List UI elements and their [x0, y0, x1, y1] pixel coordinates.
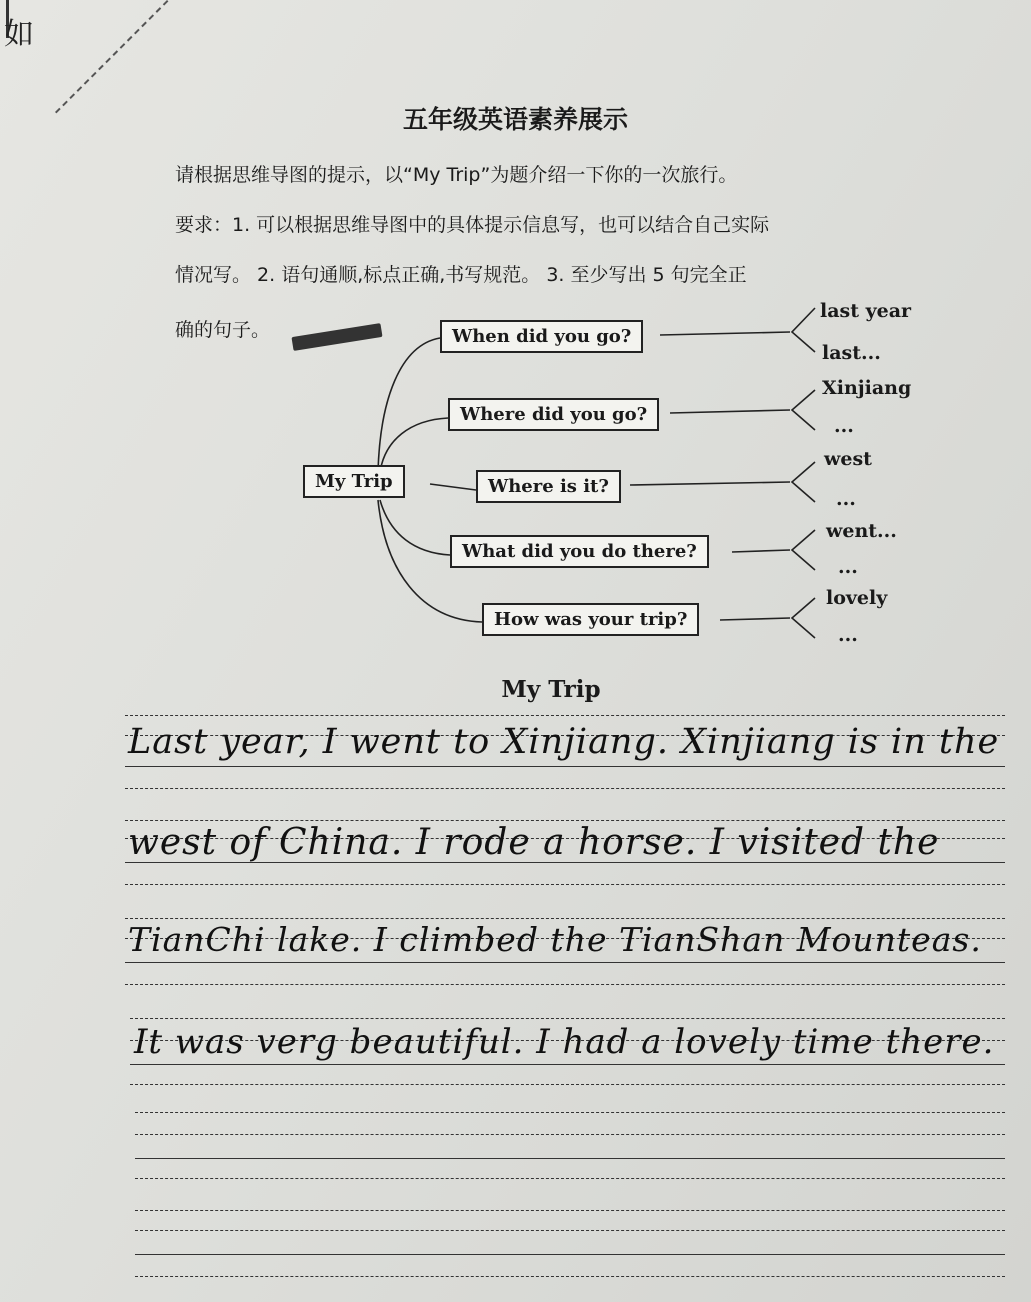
- hint-where-is-2: ...: [836, 488, 856, 510]
- mindmap-center: My Trip: [303, 465, 405, 498]
- student-name-fragment: 如: [4, 17, 34, 52]
- connector-where-is: [430, 484, 476, 490]
- essay-line-2: west of China. I rode a horse. I visited the: [128, 822, 940, 863]
- hint-what-1: went...: [826, 520, 897, 542]
- instruction-line-1: 请根据思维导图的提示，以“My Trip”为题介绍一下你的一次旅行。: [175, 164, 738, 186]
- question-what: What did you do there?: [450, 535, 709, 568]
- essay-line-1: Last year, I went to Xinjiang. Xinjiang is in the: [128, 722, 1000, 762]
- hint-how-2: ...: [838, 624, 858, 646]
- hint-where-go-2: ...: [834, 415, 854, 437]
- instruction-line-2: 要求：1. 可以根据思维导图中的具体提示信息写，也可以结合自己实际: [175, 214, 770, 236]
- hint-where-go-1: Xinjiang: [822, 377, 912, 399]
- essay-line-4: It was verg beautiful. I had a lovely time there.: [134, 1022, 995, 1062]
- instruction-line-4: 确的句子。: [175, 319, 271, 341]
- question-how: How was your trip?: [482, 603, 699, 636]
- connector-what: [380, 500, 450, 555]
- hint-when-2: last...: [822, 342, 881, 364]
- hint-what-2: ...: [838, 556, 858, 578]
- instruction-line-3: 情况写。 2. 语句通顺,标点正确,书写规范。 3. 至少写出 5 句完全正: [175, 264, 747, 286]
- hint-where-is-1: west: [824, 448, 872, 470]
- page-title: 五年级英语素养展示: [402, 105, 628, 134]
- connector-where-go: [380, 418, 448, 472]
- question-where-is: Where is it?: [476, 470, 621, 503]
- question-when: When did you go?: [440, 320, 643, 353]
- hint-when-1: last year: [820, 300, 912, 322]
- essay-title: My Trip: [501, 676, 601, 703]
- essay-line-3: TianChi lake. I climbed the TianShan Mounteas.: [128, 920, 982, 959]
- question-where-go: Where did you go?: [448, 398, 659, 431]
- hint-how-1: lovely: [826, 587, 888, 609]
